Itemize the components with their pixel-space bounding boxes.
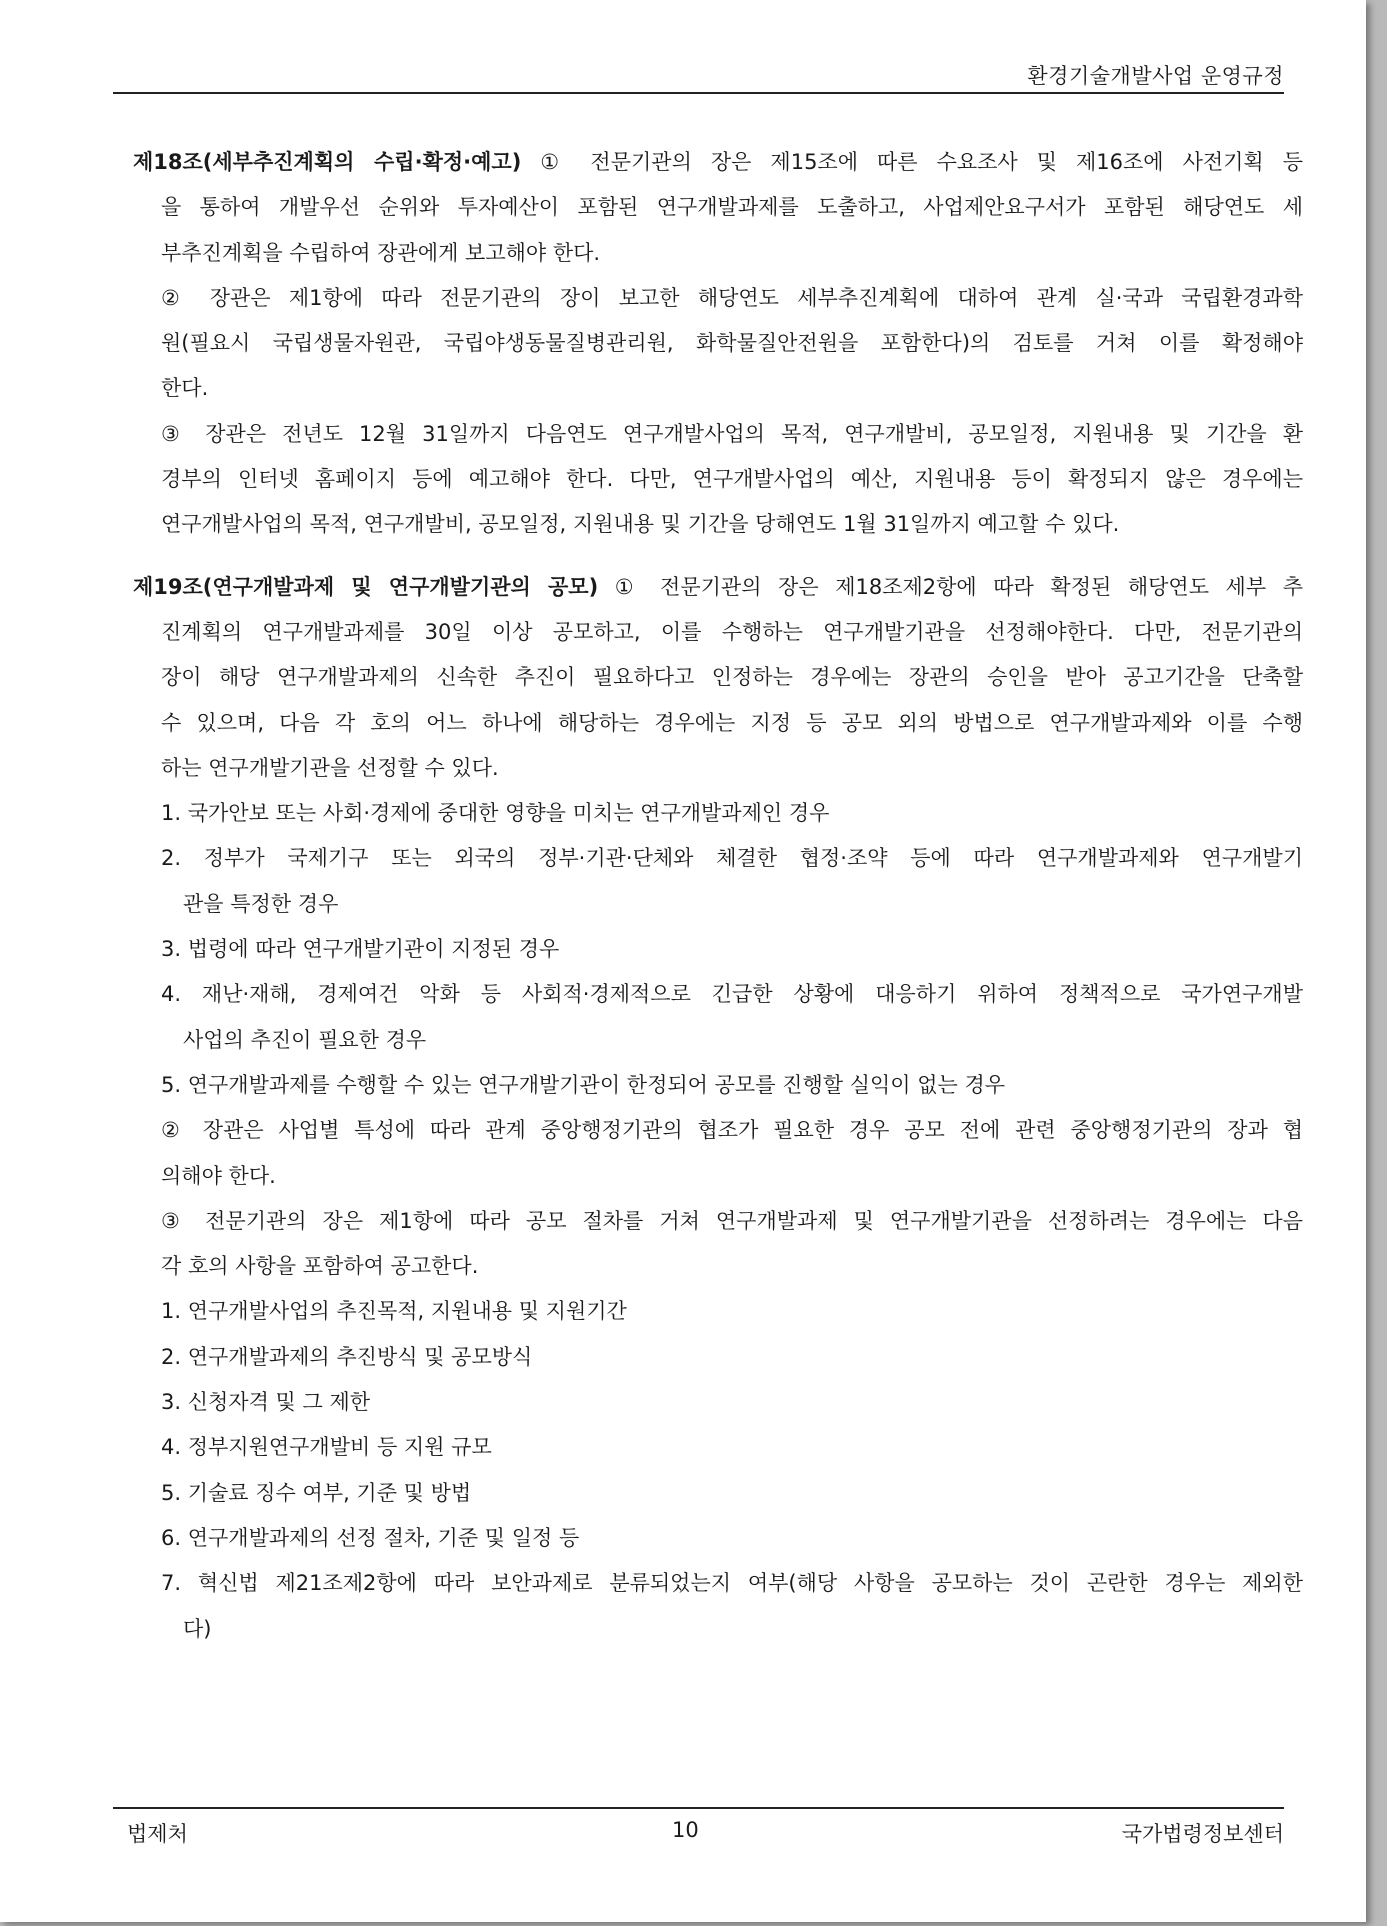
article18-line: 연구개발사업의 목적, 연구개발비, 공모일정, 지원내용 및 기간을 당해연도 1월 31일까지 예고할 수 있다. bbox=[161, 512, 1120, 537]
article19-first-line bbox=[133, 565, 1303, 610]
article18-line: 한다. bbox=[161, 376, 209, 401]
article18-heading: 제18조(세부추진계획의 수립·확정·예고) bbox=[133, 150, 522, 174]
article18-line: 을 통하여 개발우선 순위와 투자예산이 포함된 연구개발과제를 도출하고, 사업제안요구서가 포함된 해당연도 세 bbox=[161, 195, 1303, 220]
article19-item: 1. 연구개발사업의 추진목적, 지원내용 및 지원기간 bbox=[161, 1299, 627, 1324]
article19-item: 4. 재난·재해, 경제여건 악화 등 사회적·경제적으로 긴급한 상황에 대응하기 위하여 정책적으로 국가연구개발 bbox=[161, 982, 1303, 1007]
footer-source: 국가법령정보센터 bbox=[1121, 1822, 1284, 1846]
article19-line: 수 있으며, 다음 각 호의 어느 하나에 해당하는 경우에는 지정 등 공모 외의 방법으로 연구개발과제와 이를 수행 bbox=[161, 710, 1303, 735]
article18-line: ① 전문기관의 장은 제15조에 따른 수요조사 및 제16조에 사전기획 등 bbox=[521, 150, 1303, 174]
header-title: 환경기술개발사업 운영규정 bbox=[1027, 64, 1284, 88]
article19-item: 2. 연구개발과제의 추진방식 및 공모방식 bbox=[161, 1344, 533, 1369]
article19-item-continuation: 사업의 추진이 필요한 경우 bbox=[183, 1027, 427, 1052]
article19-item-continuation: 다) bbox=[183, 1616, 212, 1641]
article19-item: 3. 법령에 따라 연구개발기관이 지정된 경우 bbox=[161, 937, 560, 962]
article19-item: 4. 정부지원연구개발비 등 지원 규모 bbox=[161, 1435, 492, 1460]
article19-line: 진계획의 연구개발과제를 30일 이상 공모하고, 이를 수행하는 연구개발기관을 선정해야한다. 다만, 전문기관의 bbox=[161, 619, 1303, 644]
article18-first-line bbox=[133, 140, 1303, 185]
article19-line: 장이 해당 연구개발과제의 신속한 추진이 필요하다고 인정하는 경우에는 장관의 승인을 받아 공고기간을 단축할 bbox=[161, 665, 1303, 690]
article19-line: ③ 전문기관의 장은 제1항에 따라 공모 절차를 거쳐 연구개발과제 및 연구개발기관을 선정하려는 경우에는 다음 bbox=[161, 1208, 1303, 1233]
page-number: 10 bbox=[672, 1818, 699, 1842]
article19-item: 5. 기술료 징수 여부, 기준 및 방법 bbox=[161, 1480, 472, 1505]
article18-line: ② 장관은 제1항에 따라 전문기관의 장이 보고한 해당연도 세부추진계획에 대하여 관계 실·국과 국립환경과학 bbox=[161, 285, 1303, 310]
article19-item: 7. 혁신법 제21조제2항에 따라 보안과제로 분류되었는지 여부(해당 사항을 공모하는 것이 곤란한 경우는 제외한 bbox=[161, 1571, 1303, 1596]
header-divider bbox=[113, 92, 1284, 94]
article18-line: ③ 장관은 전년도 12월 31일까지 다음연도 연구개발사업의 목적, 연구개발비, 공모일정, 지원내용 및 기간을 환 bbox=[161, 421, 1303, 446]
document-body bbox=[133, 140, 1303, 1652]
article-spacer bbox=[133, 548, 1303, 565]
article19-item: 2. 정부가 국제기구 또는 외국의 정부·기관·단체와 체결한 협정·조약 등에 따라 연구개발과제와 연구개발기 bbox=[161, 846, 1303, 871]
article19-item: 6. 연구개발과제의 선정 절차, 기준 및 일정 등 bbox=[161, 1525, 580, 1550]
footer-divider bbox=[113, 1807, 1284, 1809]
article19-line: ① 전문기관의 장은 제18조제2항에 따라 확정된 해당연도 세부 추 bbox=[598, 574, 1303, 599]
article19-item-continuation: 관을 특정한 경우 bbox=[183, 891, 339, 916]
footer-publisher: 법제처 bbox=[127, 1822, 188, 1846]
article18-line: 원(필요시 국립생물자원관, 국립야생동물질병관리원, 화학물질안전원을 포함한다)의 검토를 거쳐 이를 확정해야 bbox=[161, 331, 1303, 356]
article19-line: ② 장관은 사업별 특성에 따라 관계 중앙행정기관의 협조가 필요한 경우 공모 전에 관련 중앙행정기관의 장과 협 bbox=[161, 1118, 1303, 1143]
article19-line: 하는 연구개발기관을 선정할 수 있다. bbox=[161, 755, 499, 780]
article18-line: 부추진계획을 수립하여 장관에게 보고해야 한다. bbox=[161, 240, 601, 265]
article19-item: 1. 국가안보 또는 사회·경제에 중대한 영향을 미치는 연구개발과제인 경우 bbox=[161, 801, 830, 826]
article18-line: 경부의 인터넷 홈페이지 등에 예고해야 한다. 다만, 연구개발사업의 예산, 지원내용 등이 확정되지 않은 경우에는 bbox=[161, 467, 1303, 492]
article19-item: 5. 연구개발과제를 수행할 수 있는 연구개발기관이 한정되어 공모를 진행할 실익이 없는 경우 bbox=[161, 1072, 1006, 1097]
article19-item: 3. 신청자격 및 그 제한 bbox=[161, 1390, 371, 1415]
article19-line: 의해야 한다. bbox=[161, 1163, 276, 1188]
article19-heading: 제19조(연구개발과제 및 연구개발기관의 공모) bbox=[133, 574, 599, 599]
article19-line: 각 호의 사항을 포함하여 공고한다. bbox=[161, 1254, 479, 1279]
